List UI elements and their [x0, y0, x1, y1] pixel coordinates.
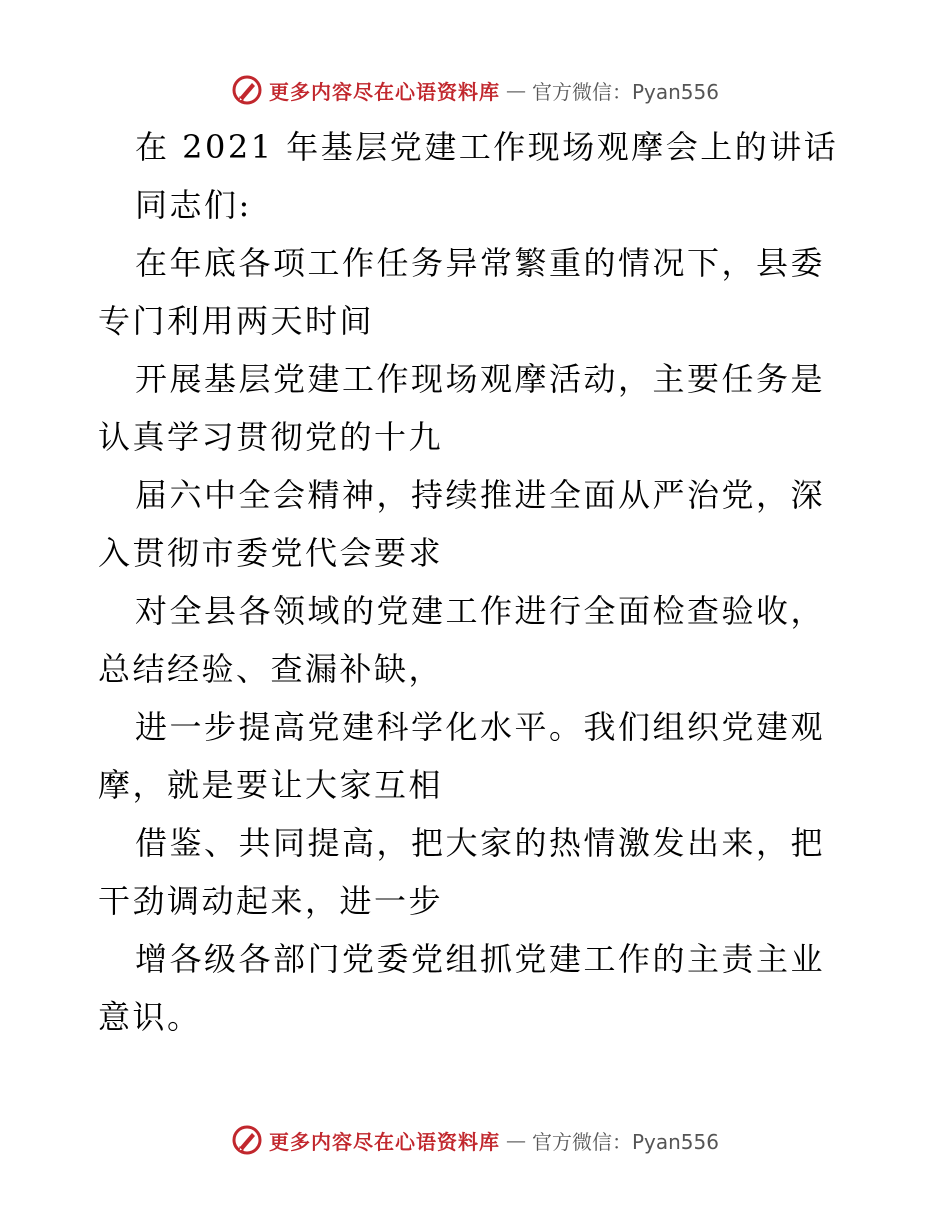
document-body: [98, 118, 858, 1046]
header-banner-wechat: 官方微信：Pyan556: [531, 79, 719, 104]
document-paragraph: 借鉴、共同提高，把大家的热情激发出来，把干劲调动起来，进一步: [98, 824, 826, 920]
document-paragraph: 对全县各领域的党建工作进行全面检查验收，总结经验、查漏补缺，: [98, 592, 826, 688]
footer-banner-wechat: 官方微信：Pyan556: [531, 1129, 719, 1154]
document-paragraph: 开展基层党建工作现场观摩活动，主要任务是认真学习贯彻党的十九: [98, 360, 826, 456]
header-banner-separator: —: [505, 78, 526, 102]
document-paragraph: 进一步提高党建科学化水平。我们组织党建观摩，就是要让大家互相: [98, 708, 826, 804]
document-salutation: 同志们:: [135, 186, 252, 224]
footer-banner: [0, 1120, 950, 1160]
header-banner: [0, 70, 950, 110]
header-banner-text: 更多内容尽在心语资料库: [268, 79, 500, 104]
document-paragraph: 届六中全会精神，持续推进全面从严治党，深入贯彻市委党代会要求: [98, 476, 826, 572]
footer-banner-text: 更多内容尽在心语资料库: [268, 1129, 500, 1154]
document-paragraph: 在年底各项工作任务异常繁重的情况下，县委专门利用两天时间: [98, 244, 826, 340]
document-paragraph: 增各级各部门党委党组抓党建工作的主责主业意识。: [98, 940, 826, 1036]
document-title: 在 2021 年基层党建工作现场观摩会上的讲话: [135, 128, 839, 166]
pen-logo-icon: [231, 74, 263, 106]
footer-banner-separator: —: [505, 1128, 526, 1152]
pen-logo-icon: [231, 1124, 263, 1156]
